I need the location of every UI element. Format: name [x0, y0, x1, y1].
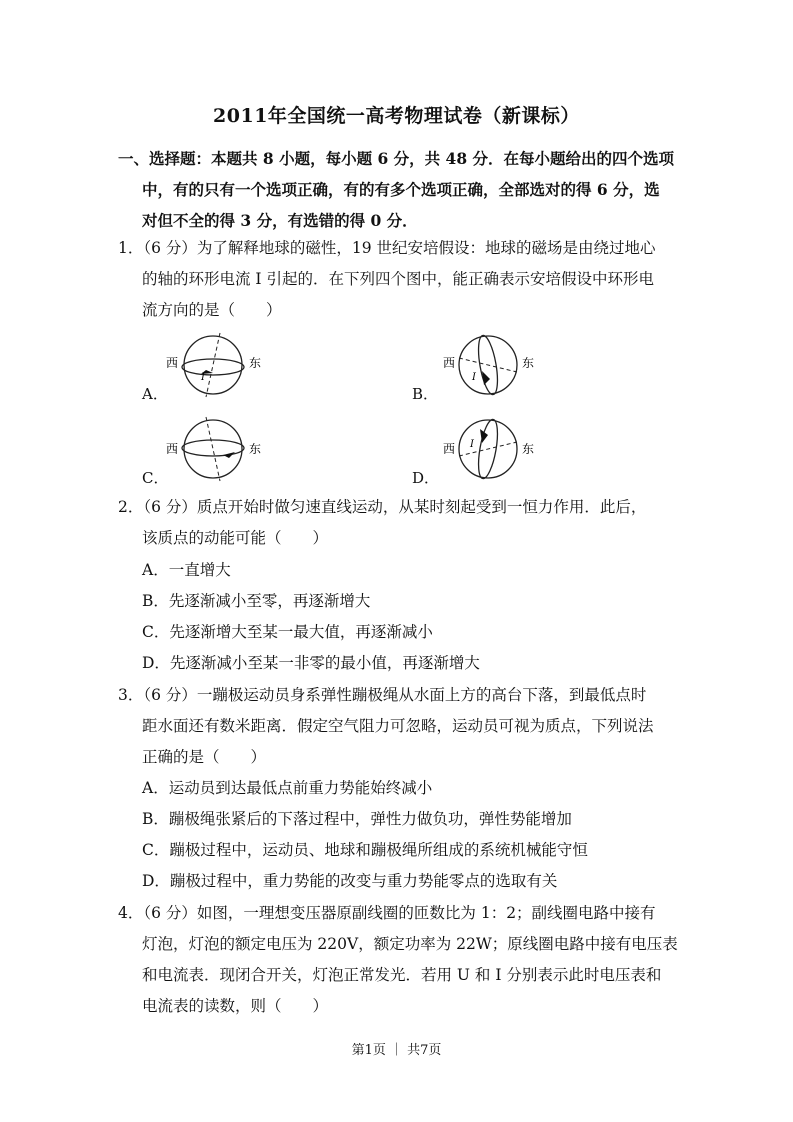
q2-option-c: C．先逐渐增大至某一最大值，再逐渐减小	[142, 623, 433, 641]
arrow-icon	[482, 371, 490, 385]
q1-option-b: B．	[412, 385, 439, 403]
q1-line-1: 1．（6 分）为了解释地球的磁性，19 世纪安培假设：地球的磁场是由绕过地心	[118, 239, 656, 257]
east-label: 东	[249, 356, 262, 370]
section-instructions	[118, 143, 678, 236]
section-line-2: 中，有的只有一个选项正确，有的有多个选项正确，全部选对的得 6 分，选	[142, 180, 660, 199]
page-footer: 第1页 ｜ 共7页	[351, 1043, 442, 1058]
q2-line-2: 该质点的动能可能（ ）	[142, 529, 329, 547]
west-label: 西	[442, 442, 455, 456]
q3-option-a: A．运动员到达最低点前重力势能始终减小	[142, 779, 433, 797]
q2-option-a: A．一直增大	[142, 561, 231, 579]
q3-line-2: 距水面还有数米距离．假定空气阻力可忽略，运动员可视为质点，下列说法	[142, 717, 654, 735]
q4-line-4: 电流表的读数，则（ ）	[142, 997, 329, 1015]
section-line-1: 一、选择题：本题共 8 小题，每小题 6 分，共 48 分．在每小题给出的四个选项	[118, 149, 675, 168]
q1-option-c: C．	[142, 469, 169, 487]
current-loop	[182, 359, 244, 375]
globe-figure-d	[436, 417, 546, 481]
q1-line-2: 的轴的环形电流 I 引起的．在下列四个图中，能正确表示安培假设中环形电	[142, 270, 654, 288]
axis-line	[206, 333, 220, 397]
globe-figure-b	[436, 333, 546, 397]
current-label: I	[472, 372, 476, 383]
globe-circle	[184, 336, 242, 394]
q2-line-1: 2．（6 分）质点开始时做匀速直线运动，从某时刻起受到一恒力作用．此后，	[118, 498, 647, 516]
q3-option-b: B．蹦极绳张紧后的下落过程中，弹性力做负功，弹性势能增加	[142, 810, 572, 828]
east-label: 东	[522, 442, 535, 456]
q4-line-3: 和电流表．现闭合开关，灯泡正常发光．若用 U 和 I 分别表示此时电压表和	[142, 966, 662, 984]
q4-line-2: 灯泡，灯泡的额定电压为 220V，额定功率为 22W；原线圈电路中接有电压表	[142, 935, 678, 953]
q2-option-d: D．先逐渐减小至某一非零的最小值，再逐渐增大	[142, 654, 480, 672]
west-label: 西	[165, 442, 178, 456]
q3-line-3: 正确的是（ ）	[142, 748, 267, 766]
west-label: 西	[442, 356, 455, 370]
q3-option-d: D．蹦极过程中，重力势能的改变与重力势能零点的选取有关	[142, 872, 558, 890]
globe-figure-a	[165, 333, 275, 397]
axis-line	[459, 358, 517, 372]
axis-line	[459, 442, 517, 456]
q1-option-a: A．	[142, 385, 168, 403]
q2-option-b: B．先逐渐减小至零，再逐渐增大	[142, 592, 371, 610]
q1-option-d: D．	[412, 469, 440, 487]
q3-line-1: 3．（6 分）一蹦极运动员身系弹性蹦极绳从水面上方的高台下落，到最低点时	[118, 686, 647, 704]
east-label: 东	[249, 442, 262, 456]
current-label: I	[201, 372, 205, 383]
globe-figure-c	[165, 417, 275, 481]
east-label: 东	[522, 356, 535, 370]
west-label: 西	[165, 356, 178, 370]
globe-circle	[184, 420, 242, 478]
page-title: 2011年全国统一高考物理试卷（新课标）	[213, 105, 580, 127]
q1-line-3: 流方向的是（ ）	[142, 301, 282, 319]
q4-line-1: 4．（6 分）如图，一理想变压器原副线圈的匝数比为 1：2；副线圈电路中接有	[118, 904, 656, 922]
arrow-icon	[223, 452, 235, 458]
axis-line	[206, 417, 220, 481]
section-line-3: 对但不全的得 3 分，有选错的得 0 分．	[142, 211, 418, 230]
q3-option-c: C．蹦极过程中，运动员、地球和蹦极绳所组成的系统机械能守恒	[142, 841, 588, 859]
current-label: I	[470, 439, 474, 450]
